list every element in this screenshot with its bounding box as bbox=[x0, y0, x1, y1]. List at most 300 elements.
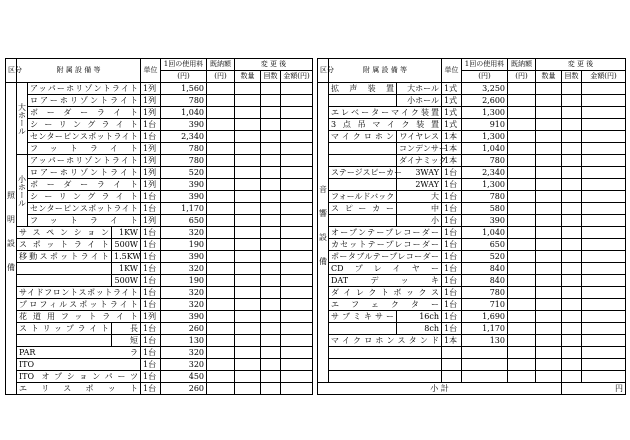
fee-value: 1,040 bbox=[462, 227, 508, 239]
paid-value bbox=[207, 335, 235, 347]
paid-value bbox=[207, 275, 235, 287]
blank-cell bbox=[462, 359, 508, 371]
col-amount: 金額(円) bbox=[281, 71, 313, 83]
table-row bbox=[6, 335, 313, 347]
unit-value: 1台 bbox=[442, 263, 462, 275]
col-change: 変 更 後 bbox=[235, 59, 313, 71]
qty-value bbox=[235, 179, 261, 191]
fee-value: 580 bbox=[462, 203, 508, 215]
col-fee-unit: (円) bbox=[462, 71, 508, 83]
blank-cell bbox=[536, 347, 562, 359]
table-row bbox=[6, 179, 313, 191]
amount-value bbox=[582, 119, 626, 131]
qty-value bbox=[536, 323, 562, 335]
paid-value bbox=[207, 347, 235, 359]
unit-value: 1台 bbox=[442, 251, 462, 263]
equipment-name bbox=[329, 215, 397, 227]
table-row bbox=[6, 203, 313, 215]
col-qty: 数量 bbox=[235, 71, 261, 83]
equipment-spec: 大 bbox=[397, 191, 442, 203]
table-row bbox=[318, 335, 626, 347]
paid-value bbox=[508, 263, 536, 275]
unit-value: 1台 bbox=[442, 179, 462, 191]
fee-value: 710 bbox=[462, 299, 508, 311]
qty-value bbox=[235, 359, 261, 371]
times-value bbox=[261, 83, 281, 95]
equipment-spec: ダイナミック bbox=[397, 155, 442, 167]
equipment-name: DATデッキ bbox=[329, 275, 442, 287]
times-value bbox=[562, 83, 582, 95]
fee-value: 650 bbox=[462, 239, 508, 251]
times-value bbox=[261, 287, 281, 299]
unit-value: 1台 bbox=[442, 167, 462, 179]
blank-cell bbox=[582, 347, 626, 359]
col-times: 回数 bbox=[562, 71, 582, 83]
fee-value: 390 bbox=[161, 311, 207, 323]
qty-value bbox=[235, 227, 261, 239]
unit-value: 1台 bbox=[141, 275, 161, 287]
amount-value bbox=[281, 371, 313, 383]
fee-value: 390 bbox=[462, 215, 508, 227]
fee-value: 840 bbox=[462, 263, 508, 275]
amount-value bbox=[582, 191, 626, 203]
amount-value bbox=[281, 311, 313, 323]
table-row bbox=[318, 299, 626, 311]
col-category: 区分 bbox=[6, 59, 17, 83]
fee-value: 780 bbox=[462, 287, 508, 299]
equipment-name: マイクロホンスタンド bbox=[329, 335, 442, 347]
times-value bbox=[261, 239, 281, 251]
blank-cell bbox=[329, 347, 442, 359]
equipment-name: シーリングライト bbox=[28, 191, 141, 203]
qty-value bbox=[536, 83, 562, 95]
paid-value bbox=[207, 383, 235, 395]
times-value bbox=[261, 383, 281, 395]
qty-value bbox=[235, 203, 261, 215]
paid-value bbox=[508, 239, 536, 251]
paid-value bbox=[207, 155, 235, 167]
unit-value: 1列 bbox=[141, 215, 161, 227]
equipment-name bbox=[329, 179, 397, 191]
paid-value bbox=[508, 155, 536, 167]
table-row bbox=[318, 179, 626, 191]
equipment-name: ダイレクトボックス bbox=[329, 287, 442, 299]
qty-value bbox=[536, 95, 562, 107]
col-paid-unit: (円) bbox=[207, 71, 235, 83]
times-value bbox=[562, 215, 582, 227]
times-value bbox=[562, 179, 582, 191]
qty-value bbox=[235, 119, 261, 131]
unit-value: 1列 bbox=[141, 179, 161, 191]
times-value bbox=[261, 179, 281, 191]
equipment-name: ボーダーライト bbox=[28, 179, 141, 191]
amount-value bbox=[281, 275, 313, 287]
fee-value: 260 bbox=[161, 383, 207, 395]
qty-value bbox=[235, 191, 261, 203]
fee-value: 1,170 bbox=[462, 323, 508, 335]
unit-value: 1列 bbox=[141, 83, 161, 95]
paid-value bbox=[207, 287, 235, 299]
paid-value bbox=[207, 131, 235, 143]
paid-value bbox=[508, 287, 536, 299]
times-value bbox=[261, 251, 281, 263]
paid-value bbox=[508, 167, 536, 179]
col-amount: 金額(円) bbox=[582, 71, 626, 83]
fee-value: 1,560 bbox=[161, 83, 207, 95]
times-value bbox=[562, 227, 582, 239]
table-row bbox=[6, 347, 313, 359]
blank-cell bbox=[329, 359, 442, 371]
unit-value: 1台 bbox=[141, 263, 161, 275]
table-row bbox=[6, 227, 313, 239]
unit-value: 1式 bbox=[442, 83, 462, 95]
fee-value: 190 bbox=[161, 239, 207, 251]
qty-value bbox=[235, 143, 261, 155]
paid-value bbox=[207, 191, 235, 203]
table-row bbox=[6, 95, 313, 107]
paid-value bbox=[207, 179, 235, 191]
paid-value bbox=[508, 251, 536, 263]
sound-rows bbox=[318, 83, 626, 395]
unit-value: 1台 bbox=[141, 203, 161, 215]
table-row bbox=[318, 119, 626, 131]
times-value bbox=[562, 167, 582, 179]
times-value bbox=[261, 167, 281, 179]
unit-value: 1台 bbox=[141, 299, 161, 311]
blank-cell bbox=[462, 347, 508, 359]
unit-value: 1台 bbox=[442, 299, 462, 311]
table-row bbox=[6, 299, 313, 311]
qty-value bbox=[536, 143, 562, 155]
col-paid: 既納額 bbox=[207, 59, 235, 71]
qty-value bbox=[235, 287, 261, 299]
paid-value bbox=[207, 203, 235, 215]
unit-value: 1台 bbox=[141, 323, 161, 335]
col-category: 区分 bbox=[318, 59, 329, 83]
amount-value bbox=[281, 227, 313, 239]
unit-value: 1台 bbox=[141, 371, 161, 383]
blank-cell bbox=[508, 347, 536, 359]
amount-value bbox=[582, 287, 626, 299]
amount-value bbox=[281, 347, 313, 359]
fee-value: 1,170 bbox=[161, 203, 207, 215]
blank-cell bbox=[562, 359, 582, 371]
subtotal-label: 小 計 bbox=[318, 383, 562, 395]
equipment-name: スピーカー bbox=[329, 203, 397, 215]
paid-value bbox=[508, 131, 536, 143]
unit-value: 1台 bbox=[141, 239, 161, 251]
qty-value bbox=[536, 155, 562, 167]
unit-value: 1台 bbox=[141, 347, 161, 359]
equipment-name: PARラ bbox=[17, 347, 141, 359]
times-value bbox=[261, 335, 281, 347]
times-value bbox=[261, 347, 281, 359]
amount-value bbox=[582, 275, 626, 287]
table-row bbox=[6, 143, 313, 155]
unit-value: 1台 bbox=[442, 239, 462, 251]
qty-value bbox=[235, 335, 261, 347]
fee-value: 2,340 bbox=[161, 131, 207, 143]
fee-value: 320 bbox=[161, 287, 207, 299]
times-value bbox=[562, 311, 582, 323]
times-value bbox=[261, 191, 281, 203]
blank-cell bbox=[562, 371, 582, 383]
table-row bbox=[318, 323, 626, 335]
fee-value: 320 bbox=[161, 263, 207, 275]
amount-value bbox=[281, 179, 313, 191]
qty-value bbox=[536, 263, 562, 275]
fee-value: 1,690 bbox=[462, 311, 508, 323]
qty-value bbox=[235, 251, 261, 263]
qty-value bbox=[235, 215, 261, 227]
blank-cell bbox=[442, 347, 462, 359]
lighting-rows bbox=[6, 83, 313, 395]
qty-value bbox=[536, 131, 562, 143]
amount-value bbox=[281, 131, 313, 143]
amount-value bbox=[281, 335, 313, 347]
times-value bbox=[562, 263, 582, 275]
qty-value bbox=[235, 95, 261, 107]
amount-value bbox=[281, 263, 313, 275]
fee-value: 390 bbox=[161, 179, 207, 191]
paid-value bbox=[508, 311, 536, 323]
times-value bbox=[261, 275, 281, 287]
amount-value bbox=[281, 155, 313, 167]
paid-value bbox=[207, 239, 235, 251]
paid-value bbox=[508, 191, 536, 203]
unit-value: 1台 bbox=[442, 215, 462, 227]
equipment-name: エフェクター bbox=[329, 299, 442, 311]
fee-value: 780 bbox=[161, 95, 207, 107]
times-value bbox=[562, 251, 582, 263]
table-row bbox=[318, 203, 626, 215]
table-row bbox=[6, 323, 313, 335]
fee-value: 780 bbox=[161, 155, 207, 167]
times-value bbox=[562, 335, 582, 347]
amount-value bbox=[281, 251, 313, 263]
equipment-name: スポットライト bbox=[17, 239, 112, 251]
times-value bbox=[261, 119, 281, 131]
times-value bbox=[562, 239, 582, 251]
table-row bbox=[6, 239, 313, 251]
equipment-name: サスペンション bbox=[17, 227, 112, 239]
qty-value bbox=[536, 191, 562, 203]
equipment-spec: 1KW bbox=[112, 227, 141, 239]
paid-value bbox=[207, 251, 235, 263]
paid-value bbox=[508, 275, 536, 287]
fee-value: 320 bbox=[161, 359, 207, 371]
times-value bbox=[261, 131, 281, 143]
table-row bbox=[6, 215, 313, 227]
col-equipment: 附 属 設 備 等 bbox=[17, 59, 141, 83]
fee-value: 1,040 bbox=[161, 107, 207, 119]
blank-cell bbox=[442, 371, 462, 383]
qty-value bbox=[235, 347, 261, 359]
times-value bbox=[261, 215, 281, 227]
amount-value bbox=[281, 119, 313, 131]
table-row bbox=[6, 251, 313, 263]
group-large-hall: 大ホール bbox=[17, 83, 28, 155]
table-row bbox=[6, 83, 313, 95]
paid-value bbox=[508, 179, 536, 191]
amount-value bbox=[281, 287, 313, 299]
equipment-name: フォールドバック bbox=[329, 191, 397, 203]
table-row bbox=[318, 191, 626, 203]
equipment-name: 移動スポットライト bbox=[17, 251, 112, 263]
equipment-spec: 1KW bbox=[112, 263, 141, 275]
equipment-name: マイクロホン bbox=[329, 131, 397, 143]
paid-value bbox=[508, 215, 536, 227]
table-row bbox=[6, 191, 313, 203]
qty-value bbox=[536, 287, 562, 299]
header-row bbox=[318, 59, 626, 71]
times-value bbox=[562, 95, 582, 107]
amount-value bbox=[281, 95, 313, 107]
times-value bbox=[562, 107, 582, 119]
equipment-name: センターピンスポットライト bbox=[28, 203, 141, 215]
blank-cell bbox=[562, 347, 582, 359]
unit-value: 1本 bbox=[442, 155, 462, 167]
amount-value bbox=[281, 143, 313, 155]
times-value bbox=[562, 323, 582, 335]
qty-value bbox=[235, 371, 261, 383]
amount-value bbox=[281, 203, 313, 215]
amount-value bbox=[582, 323, 626, 335]
qty-value bbox=[235, 263, 261, 275]
amount-value bbox=[582, 131, 626, 143]
equipment-name: サイドフロントスポットライト bbox=[17, 287, 141, 299]
unit-value: 1台 bbox=[141, 335, 161, 347]
table-row bbox=[318, 155, 626, 167]
amount-value bbox=[582, 107, 626, 119]
blank-cell bbox=[508, 371, 536, 383]
qty-value bbox=[536, 299, 562, 311]
table-row bbox=[6, 107, 313, 119]
lighting-fee-table bbox=[5, 58, 313, 395]
amount-value bbox=[582, 263, 626, 275]
times-value bbox=[261, 95, 281, 107]
paid-value bbox=[508, 203, 536, 215]
table-row bbox=[318, 311, 626, 323]
unit-value: 1式 bbox=[442, 95, 462, 107]
fee-value: 780 bbox=[462, 155, 508, 167]
amount-value bbox=[281, 191, 313, 203]
qty-value bbox=[235, 167, 261, 179]
equipment-spec: 長 bbox=[112, 323, 141, 335]
blank-cell bbox=[582, 359, 626, 371]
fee-value: 320 bbox=[161, 227, 207, 239]
qty-value bbox=[235, 383, 261, 395]
qty-value bbox=[235, 155, 261, 167]
equipment-name: ロアーホリゾントライト bbox=[28, 167, 141, 179]
amount-value bbox=[582, 83, 626, 95]
qty-value bbox=[235, 239, 261, 251]
times-value bbox=[261, 359, 281, 371]
subtotal-row bbox=[318, 383, 626, 395]
amount-value bbox=[582, 311, 626, 323]
paid-value bbox=[508, 143, 536, 155]
qty-value bbox=[235, 107, 261, 119]
times-value bbox=[562, 191, 582, 203]
unit-value: 1台 bbox=[442, 191, 462, 203]
paid-value bbox=[207, 227, 235, 239]
qty-value bbox=[536, 107, 562, 119]
fee-value: 130 bbox=[161, 335, 207, 347]
equipment-name: 花道用フットライト bbox=[17, 311, 141, 323]
fee-value: 910 bbox=[462, 119, 508, 131]
paid-value bbox=[207, 215, 235, 227]
paid-value bbox=[508, 323, 536, 335]
col-times: 回数 bbox=[261, 71, 281, 83]
equipment-name: ポータブルテープレコーダー bbox=[329, 251, 442, 263]
unit-value: 1式 bbox=[442, 107, 462, 119]
equipment-name bbox=[329, 323, 397, 335]
unit-value: 1台 bbox=[141, 131, 161, 143]
times-value bbox=[261, 311, 281, 323]
col-qty: 数量 bbox=[536, 71, 562, 83]
equipment-name bbox=[17, 275, 112, 287]
blank-row bbox=[318, 347, 626, 359]
paid-value bbox=[207, 143, 235, 155]
unit-value: 1台 bbox=[141, 191, 161, 203]
times-value bbox=[261, 227, 281, 239]
section-label: 音響設備 bbox=[318, 83, 329, 383]
equipment-name: ITO bbox=[17, 359, 141, 371]
col-paid-unit: (円) bbox=[508, 71, 536, 83]
equipment-name: ボーダーライト bbox=[28, 107, 141, 119]
blank-cell bbox=[582, 371, 626, 383]
equipment-name: センターピンスポットライト bbox=[28, 131, 141, 143]
qty-value bbox=[536, 227, 562, 239]
blank-row bbox=[318, 371, 626, 383]
times-value bbox=[261, 203, 281, 215]
times-value bbox=[261, 263, 281, 275]
times-value bbox=[562, 275, 582, 287]
table-row bbox=[6, 383, 313, 395]
fee-value: 3,250 bbox=[462, 83, 508, 95]
times-value bbox=[261, 155, 281, 167]
paid-value bbox=[207, 299, 235, 311]
unit-value: 1列 bbox=[141, 167, 161, 179]
paid-value bbox=[207, 83, 235, 95]
paid-value bbox=[508, 335, 536, 347]
table-row bbox=[6, 155, 313, 167]
qty-value bbox=[536, 251, 562, 263]
unit-value: 1本 bbox=[442, 143, 462, 155]
blank-cell bbox=[442, 359, 462, 371]
equipment-spec: 8ch bbox=[397, 323, 442, 335]
fee-value: 1,300 bbox=[462, 179, 508, 191]
unit-value: 1本 bbox=[442, 335, 462, 347]
equipment-name: フットライト bbox=[28, 143, 141, 155]
fee-value: 1,300 bbox=[462, 107, 508, 119]
blank-cell bbox=[508, 359, 536, 371]
unit-value: 1台 bbox=[442, 311, 462, 323]
fee-value: 780 bbox=[161, 143, 207, 155]
times-value bbox=[261, 143, 281, 155]
amount-value bbox=[582, 143, 626, 155]
paid-value bbox=[207, 323, 235, 335]
table-row bbox=[6, 359, 313, 371]
table-row bbox=[6, 275, 313, 287]
fee-value: 190 bbox=[161, 275, 207, 287]
table-row bbox=[6, 311, 313, 323]
qty-value bbox=[235, 311, 261, 323]
blank-cell bbox=[536, 371, 562, 383]
table-row bbox=[318, 95, 626, 107]
unit-value: 1列 bbox=[141, 107, 161, 119]
table-row bbox=[318, 131, 626, 143]
